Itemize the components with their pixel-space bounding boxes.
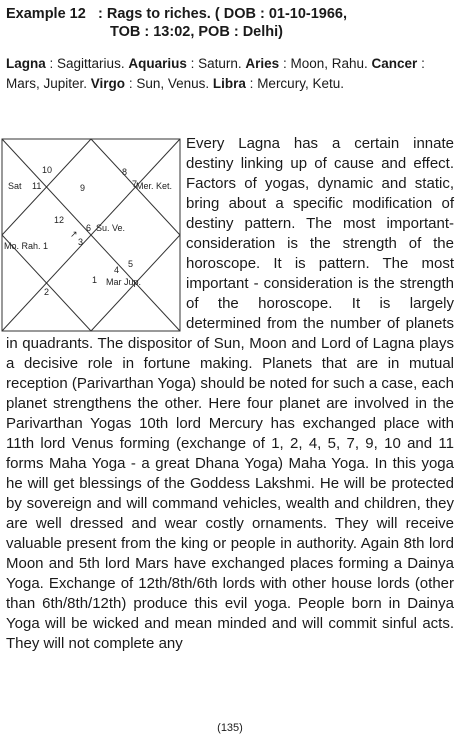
house-number-8: 8	[122, 167, 128, 177]
house-4-occupants: Mar Jup.	[106, 277, 142, 287]
planets-aries: Moon, Rahu.	[290, 56, 368, 71]
example-label: Example 12	[6, 6, 86, 22]
house-7-occupants: Mer. Ket.	[136, 181, 173, 191]
arrow-glyph: ↗	[70, 229, 78, 239]
pob-label: POB :	[198, 24, 239, 40]
house-number-3: 3	[78, 237, 84, 247]
house-6-occupants: Su. Ve.	[96, 223, 126, 233]
pob-value: Delhi)	[242, 24, 283, 40]
house-11-occupants: Sat	[8, 181, 22, 191]
page-number: (135)	[217, 722, 243, 734]
planets-virgo: Sun, Venus.	[136, 76, 210, 91]
sign-virgo: Virgo	[90, 76, 126, 91]
body-paragraph	[6, 134, 454, 654]
house-number-9: 9	[80, 183, 86, 193]
house-number-11: 11	[32, 181, 42, 191]
house-number-4: 4	[114, 265, 120, 275]
chart-float-spacer	[6, 134, 186, 334]
house-number-1: 1	[92, 275, 98, 285]
house-number-12: 12	[54, 215, 65, 225]
planets-cancer: Mars, Jupiter.	[6, 76, 88, 91]
dob-label: ( DOB :	[214, 6, 265, 22]
planets-libra: Mercury, Ketu.	[257, 76, 344, 91]
sign-libra: Libra	[212, 76, 246, 91]
example-header	[6, 2, 454, 46]
dob-value: 01-10-1966,	[268, 6, 348, 22]
title-separator: :	[98, 6, 103, 22]
example-title-line	[98, 6, 347, 22]
sign-cancer: Cancer	[371, 56, 418, 71]
house-number-7: 7	[132, 179, 138, 189]
sign-lagna: Lagna	[6, 56, 46, 71]
house-number-2: 2	[44, 287, 50, 297]
house-number-5: 5	[128, 259, 134, 269]
birth-details-line	[110, 24, 283, 40]
planet-positions: Lagna : Sagittarius. Aquarius : Saturn. Aries : Moon, Rahu. Cancer : Mars, Jupiter. Virgo : Sun, Venus. Libra : Mercury, Ketu.	[6, 56, 425, 91]
example-title: Rags to riches.	[106, 6, 211, 22]
house-number-6: 6	[86, 223, 92, 233]
tob-value: 13:02,	[153, 24, 195, 40]
tob-label: TOB :	[110, 24, 150, 40]
body-paragraph-text: Every Lagna has a certain innate destiny linking up of cause and effect. Factors of yogas, dynamic and static, bring about a specific modification of destiny pattern. The most important-consideration is the strength of the horoscope. It is pattern. The most important - consideration is the strength of the horoscope. It is largely determined from the number of planets in quadrants. The dispositor of Sun, Moon and Lord of Lagna plays a decisive role in fortune making. Planets that are in mutual reception (Parivarthan Yoga) should be noted for such a case, each planet strengthens the other. Here four planet are involved in the Parivarthan Yogas 10th lord Mercury has exchanged place with 11th lord Venus forming (exchange of 1, 2, 4, 5, 7, 9, 10 and 11 forms Maha Yoga - a great Dhana Yoga) Maha Yoga. In this yoga he will get blessings of the Goddess Lakshmi. He will be protected by sovereign and will command vehicles, wealth and children, they are well dressed and wear costly ornaments. They will receive valuable present from the king or people in authority. Again 8th lord Moon and 5th lord Mars have exchanged places forming a Dainya Yoga. Exchange of 12th/8th/6th lords with other house lords (other than 6th/8th/12th) produce this evil yoga. People born in Dainya Yoga will be wicked and mean minded and will commit sinful acts. They will not complete any	[6, 135, 454, 652]
house-number-10: 10	[42, 165, 53, 175]
planets-aquarius: Saturn.	[198, 56, 242, 71]
planets-lagna: Sagittarius.	[57, 56, 125, 71]
house-3-occupants: Mo. Rah. 1	[4, 241, 49, 251]
sign-aquarius: Aquarius	[128, 56, 187, 71]
sign-aries: Aries	[245, 56, 280, 71]
